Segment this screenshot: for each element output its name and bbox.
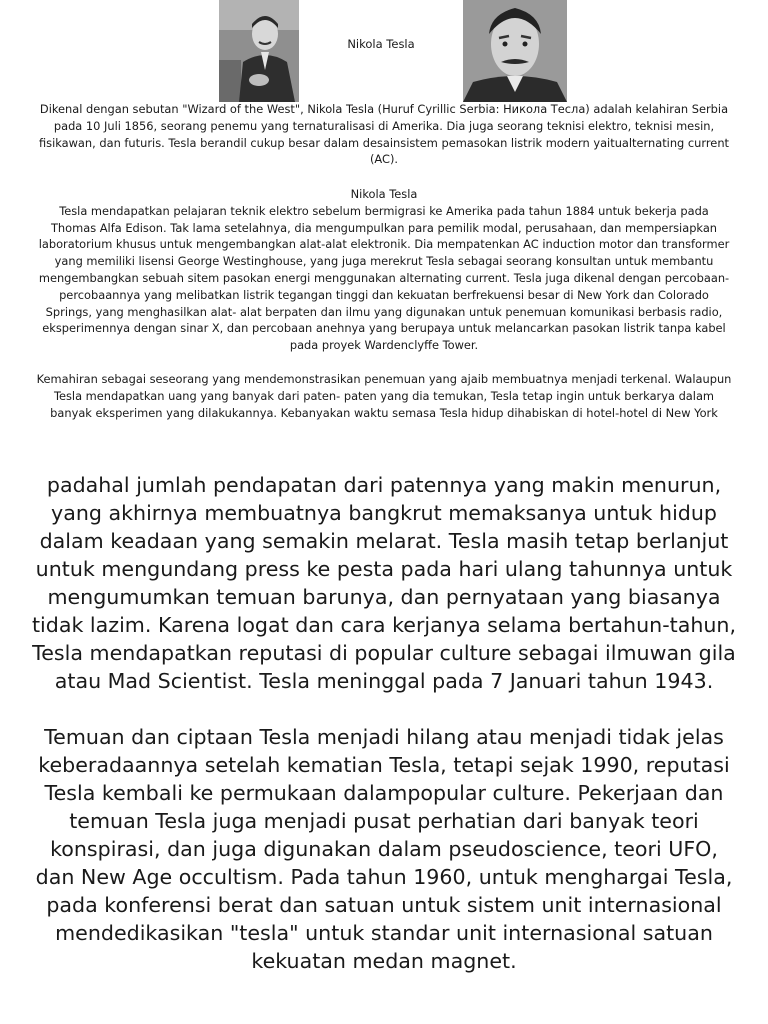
legacy-paragraph-block	[28, 723, 740, 975]
decline-paragraph: padahal jumlah pendapatan dari patennya yang makin menurun, yang akhirnya membuatnya bangkrut memaksanya untuk hidup dalam keadaan yang semakin melarat. Tesla masih tetap berlanjut untuk mengundang press ke pesta pada hari ulang tahunnya untuk mengumumkan temuan barunya, dan pernyataan yang biasanya tidak lazim. Karena logat dan cara kerjanya selama bertahun-tahun, Tesla mendapatkan reputasi di popular culture sebagai ilmuwan gila atau Mad Scientist. Tesla meninggal pada 7 Januari tahun 1943.	[31, 473, 737, 693]
biography-block	[36, 186, 732, 354]
intro-paragraph: Dikenal dengan sebutan "Wizard of the West", Nikola Tesla (Huruf Cyrillic Serbia: Никола Тесла) adalah kelahiran Serbia pada 10 Juli 1856, seorang penemu yang ternaturalisasi di Amerika. Dia juga seorang teknisi elektro, teknisi mesin, fisikawan, dan futuris. Tesla berandil cukup besar dalam desainsistem pemasokan listrik modern yaitualternating current (AC).	[38, 102, 730, 167]
biography-paragraph: Tesla mendapatkan pelajaran teknik elektro sebelum bermigrasi ke Amerika pada tahun 1884 untuk bekerja pada Thomas Alfa Edison. Tak lama setelahnya, dia mengumpulkan para pemilik modal, perusahaan, dan mempersiapkan laboratorium khusus untuk mengembangkan alat-alat elektronik. Dia mempatenkan AC induction motor dan transformer yang memiliki lisensi George Westinghouse, yang juga merekrut Tesla sebagai seorang konsultan untuk membantu mengembangkan sebuah sitem pasokan energi menggunakan alternating current. Tesla juga dikenal dengan percobaan-percobaannya yang melibatkan listrik tegangan tinggi dan kekuatan berfrekuensi besar di New York dan Colorado Springs, yang menghasilkan alat- alat berpaten dan ilmu yang digunakan untuk penemuan komunikasi berbasis radio, eksperimennya dengan sinar X, dan percobaan anehnya yang berupaya untuk melancarkan pasokan listrik tanpa kabel pada proyek Wardenclyffe Tower.	[38, 203, 730, 353]
fame-paragraph-block	[36, 371, 732, 421]
intro-paragraph-block	[36, 101, 732, 168]
legacy-paragraph: Temuan dan ciptaan Tesla menjadi hilang atau menjadi tidak jelas keberadaannya setelah kematian Tesla, tetapi sejak 1990, reputasi Tesla kembali ke permukaan dalampopular culture. Pekerjaan dan temuan Tesla juga menjadi pusat perhatian dari banyak teori konspirasi, dan juga digunakan dalam pseudoscience, teori UFO, dan New Age occultism. Pada tahun 1960, untuk menghargai Tesla, pada konferensi berat dan satuan untuk sistem unit internasional mendedikasikan "tesla" untuk standar unit internasional satuan kekuatan medan magnet.	[35, 725, 733, 973]
tesla-portrait-seated-photo	[219, 0, 299, 102]
header-row	[0, 0, 768, 102]
fame-paragraph: Kemahiran sebagai seseorang yang mendemonstrasikan penemuan yang ajaib membuatnya menjadi terkenal. Walaupun Tesla mendapatkan uang yang banyak dari paten- paten yang dia temukan, Tesla tetap ingin untuk berkarya dalam banyak eksperimen yang dilakukannya. Kebanyakan waktu semasa Tesla hidup dihabiskan di hotel-hotel di New York	[36, 372, 732, 420]
tesla-portrait-close-photo	[463, 0, 567, 102]
biography-heading: Nikola Tesla	[350, 187, 418, 201]
header-caption: Nikola Tesla	[347, 37, 415, 51]
decline-paragraph-block	[28, 471, 740, 695]
